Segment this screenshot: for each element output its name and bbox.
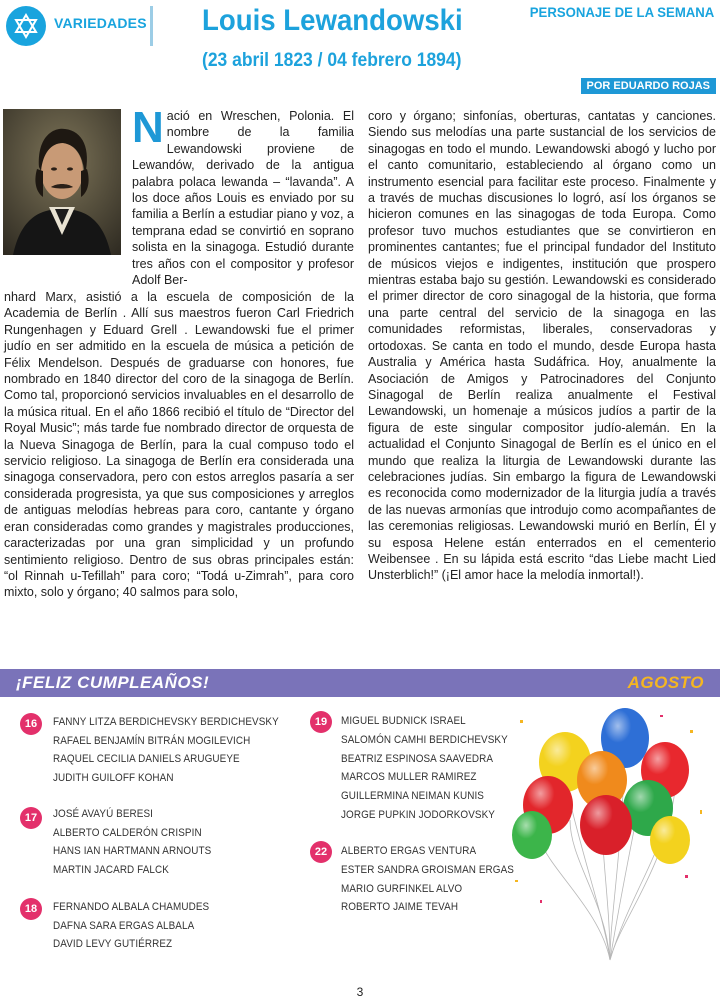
birthday-name: JOSÉ AVAYÚ BERESI xyxy=(53,808,154,820)
birthday-name: BEATRIZ ESPINOSA SAAVEDRA xyxy=(341,753,494,765)
article-column-1-top xyxy=(132,103,354,288)
balloons-image xyxy=(510,700,720,970)
birthday-name: ESTER SANDRA GROISMAN ERGAS xyxy=(341,864,514,876)
birthday-name: JUDITH GUILOFF KOHAN xyxy=(53,772,174,784)
birthday-month: AGOSTO xyxy=(627,673,704,692)
day-badge: 19 xyxy=(310,711,332,733)
drop-cap: N xyxy=(132,103,164,152)
portrait-image xyxy=(3,109,121,255)
birthday-name: MARCOS MULLER RAMIREZ xyxy=(341,771,477,783)
birthday-name: RAFAEL BENJAMÍN BITRÁN MOGILEVICH xyxy=(53,735,251,747)
page-number: 3 xyxy=(356,985,364,999)
birthday-name: ROBERTO JAIME TEVAH xyxy=(341,901,459,913)
day-badge: 16 xyxy=(20,713,42,735)
section-label: VARIEDADES xyxy=(54,15,147,31)
article-title: Louis Lewandowski xyxy=(202,4,463,37)
birthday-name: GUILLERMINA NEIMAN KUNIS xyxy=(341,790,485,802)
birthday-title: ¡FELIZ CUMPLEAÑOS! xyxy=(16,673,210,692)
day-badge: 18 xyxy=(20,898,42,920)
birthday-name: ALBERTO ERGAS VENTURA xyxy=(341,845,477,857)
birthday-name: ALBERTO CALDERÓN CRISPIN xyxy=(53,827,202,839)
star-of-david-icon xyxy=(6,6,46,46)
section-kicker: PERSONAJE DE LA SEMANA xyxy=(529,4,714,20)
birthday-name: RAQUEL CECILIA DANIELS ARUGUEYE xyxy=(53,753,240,765)
birthday-name: DAFNA SARA ERGAS ALBALA xyxy=(53,920,195,932)
birthday-name: MARTIN JACARD FALCK xyxy=(53,864,169,876)
byline: POR EDUARDO ROJAS xyxy=(581,78,716,94)
birthday-name: FANNY LITZA BERDICHEVSKY BERDICHEVSKY xyxy=(53,716,279,728)
day-badge: 22 xyxy=(310,841,332,863)
birthday-name: FERNANDO ALBALA CHAMUDES xyxy=(53,901,210,913)
article-column-2: coro y órgano; sinfonías, oberturas, cantatas y canciones. Siendo sus melodías una parte sustancial de los servicios de sinagogas en todo el mundo. Lewandowski abogó y lucho por el canto comunitario, estableciendo al órgano como un instrumento esencial para facilitar este proceso. Finalmente y a través de muchas discusiones lo logró, así los órganos se hicieron comunes en las sinagogas de toda Europa. Como profesor tuvo muchos estudiantes que se convirtieron en prominentes cantantes; fue el principal fundador del Instituto de músicos viejos e indigentes, institución que prospero mientras estaba bajo su gestión. Lewandowski es considerado el primer director de coro sinagogal de la historia, que forma una parte central del servicio de la sinagoga en las comunidades reformistas, liberales, conservadoras y ortodoxas. Se canta en todo el mundo, desde Europa hasta Australia y América hasta Sudáfrica. Hoy, anualmente la Asociación de Amigos y Patrocinadores del Conjunto Sinagogal de Berlín realiza anualmente el Festival Lewandowski, un homenaje a músicos judíos a partir de la figura de este singular compositor judío-alemán. En la actualidad el Conjunto Sinagogal de Berlín es el único en el mundo que realiza la liturgia de Lewandowski durante las celebraciones judías. Sin embargo la figura de Lewandowski es reconocida como modernizador de la liturgia judía a través de las nuevas armonías que introdujo como acompañantes de las ceremonias religiosas. Lewandowski murió en Berlín, Él y su esposa Helene están enterrados en el cementerio Weibensee . En su lápida está escrito “das Liebe macht Lied Unsterblich!” (¡El amor hace la melodía inmortal!). xyxy=(368,109,716,583)
birthday-name: MIGUEL BUDNICK ISRAEL xyxy=(341,715,466,727)
birthday-name: HANS IAN HARTMANN ARNOUTS xyxy=(53,845,212,857)
header-divider xyxy=(150,6,153,46)
birthday-name: DAVID LEVY GUTIÉRREZ xyxy=(53,938,173,950)
article-text-intro: ació en Wreschen, Polonia. El nombre de la familia Lewandowski proviene de Lewandów, derivado de la antigua palabra polaca lewanda – “lavanda”. A los doce años Louis es enviado por su familia a Berlín a estudiar piano y voz, a temprana edad se convirtió en soprano solista en la sinagoga. Estudió durante tres años con el compositor y profesor Adolf Ber- xyxy=(132,109,354,288)
birthday-name: JORGE PUPKIN JODORKOVSKY xyxy=(341,809,495,821)
article-column-1-bottom: nhard Marx, asistió a la escuela de composición de la Academia de Berlín . Allí sus maestros fueron Carl Friedrich Rungenhagen y Eduard Grell . Lewandowski fue el primer judío en ser admitido en la escuela de música a petición de Félix Mendelson. Después de graduarse con honores, fue nombrado en 1840 director del coro de la sinagoga de Berlín. Como tal, proporcionó servicios invaluables en el desarrollo de la música ritual. En el año 1866 recibió el título de “Director del Royal Music”; más tarde fue nombrado director de orquesta de la Nueva Sinagoga de Berlín, para la cual compuso todo el servicio religioso. La sinagoga de Berlín era considerada una sinagoga conservadora, pero con estos arreglos pasaría a ser considerada progresista, ya que sus composiciones y arreglos de antiguas melodías hebreas para coro, cantante y órgano eran consideradas como grandes y magistrales producciones, caracterizadas por una gran simplicidad y un profundo sentimiento religioso. Dentro de sus obras principales están: “ol Rinnah u-Tefillah” para coro; “Todá u-Zimrah”, para coro mixto, solo y órgano; 40 salmos para solo, xyxy=(4,290,354,600)
article-dates: (23 abril 1823 / 04 febrero 1894) xyxy=(202,50,462,71)
birthday-name: SALOMÓN CAMHI BERDICHEVSKY xyxy=(341,734,508,746)
birthday-name: MARIO GURFINKEL ALVO xyxy=(341,883,463,895)
day-badge: 17 xyxy=(20,807,42,829)
